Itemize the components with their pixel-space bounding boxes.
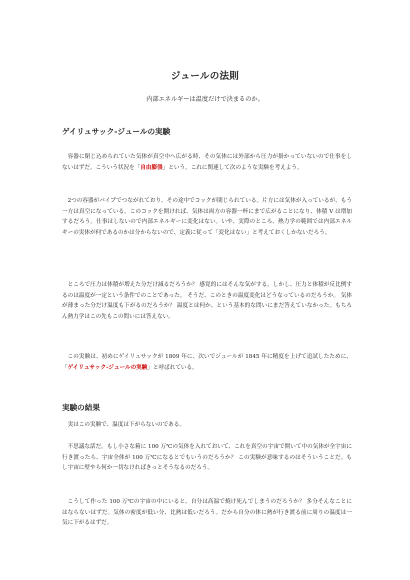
section2-paragraph-3: こうして作った 100 万℃の宇宙の中にいると、自分は高温で焼け死んでしまうのだろうか？ 多分そんなことにはならないはずだ。気体の密度が低い分、比熱は低いだろう。だから自分の体に熱が行き渡る前に周りの温度は一気に下がるはずだ。 — [62, 499, 352, 527]
section1-paragraph-4 — [62, 352, 352, 373]
section-heading-results: 実験の結果 — [62, 403, 100, 412]
paragraph-text: 」という。これに関連して次のような実験を考えよう。 — [162, 164, 303, 171]
paragraph-text: 」と呼ばれている。 — [147, 364, 198, 371]
paragraph-text: 容器に閉じ込められていた気体が真空中へ広がる時、その気体には外部から圧力が掛かっていないので仕事をしないはずだ。こういう状況を「 — [62, 154, 352, 171]
highlight-free-expansion: 自由膨張 — [140, 164, 163, 171]
section1-paragraph-2: 2つの容器がパイプでつながれており、その途中でコックが閉じられている。片方には気体が入っているが、もう一方は真空になっている。このコックを開ければ、気体は両方の容器一杯にまで広がることになり、体積 V は増加するだろう。仕事はしないので内部エネルギーに変化はない。いや、実際のところ、熱力学の範囲では内部エネルギーの実体が何であるのかは分からないので、定義に従って「変化はない」と考えておくしかないだろう。 — [62, 198, 352, 236]
section1-paragraph-1 — [62, 152, 352, 173]
highlight-experiment-name: ゲイリュサック-ジュールの実験 — [67, 364, 148, 371]
section-heading-1-wrap — [62, 126, 352, 137]
section2-paragraph-1: 実はこの実験で、温度は下がらないのである。 — [67, 422, 185, 428]
paragraph-text: この実験は、初めにゲイリュサックが 1809 年に、次いでジュールが 1845 年に精度を上げて追試したために、「 — [62, 354, 352, 371]
section2-paragraph-2: 不思議な話だ。もし小さな箱に 100 万℃の気体を入れておいて、これを真空の宇宙で開いて中の気体が全宇宙に行き渡ったら、宇宙全体が 100 万℃になるとでもいうのだろうか？ この実験が意味するのはそういうことだ。もし宇宙に壁やら何か一切なければきっとそうなるのだろう。 — [62, 444, 352, 472]
page-title: ジュールの法則 — [170, 71, 240, 82]
section-heading-2-wrap — [62, 402, 352, 413]
page-subtitle: 内部エネルギーは温度だけで決まるのか。 — [146, 96, 264, 103]
section1-paragraph-3: ところで圧力は体積が増えた分だけ減るだろうか？ 感覚的にはそんな気がする。しかし、圧力と体積が反比例するのは温度が一定という条件でのことであった。 そうだ、このときの温度変化はどうなっているのだろうか。 気体が薄まった分だけ温度も下がるのだろうか？ 温度とは何か、という基本的な問いにまだ答えていなかった。もちろん熱力学はこの先もこの問いには答えない。 — [62, 282, 352, 320]
section-heading-gay-lussac-joule: ゲイリュサック-ジュールの実験 — [62, 127, 171, 136]
